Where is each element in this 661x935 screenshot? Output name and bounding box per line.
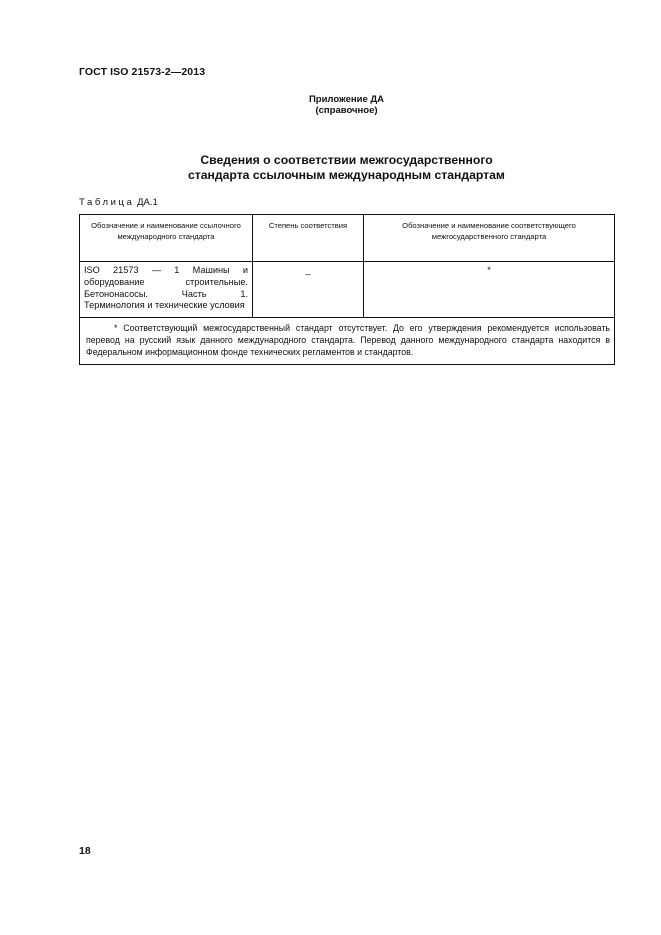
cell-reference-standard: ISO 21573 — 1 Машины и оборудование строительные. Бетононасосы. Часть 1. Терминология и технические условия bbox=[80, 262, 253, 318]
appendix-kind: (справочное) bbox=[315, 105, 378, 116]
table-caption-number: ДА.1 bbox=[137, 197, 158, 208]
section-title-line-1: Сведения о соответствии межгосударственного bbox=[200, 153, 493, 167]
appendix-heading bbox=[0, 94, 661, 116]
section-title-line-2: стандарта ссылочным международным стандартам bbox=[188, 168, 505, 182]
page-number: 18 bbox=[79, 845, 91, 857]
cell-interstate-standard: * bbox=[364, 262, 615, 318]
cell-degree: _ bbox=[253, 262, 364, 318]
table-caption-label: Таблица bbox=[79, 197, 135, 208]
table-row bbox=[80, 262, 615, 318]
column-header-degree: Степень соответствия bbox=[253, 215, 364, 262]
table-footnote: * Соответствующий межгосударственный стандарт отсутствует. До его утверждения рекомендуется использовать перевод на русский язык данного международного стандарта. Перевод данного международного стандарта находится в Федеральном информационном фонде технических регламентов и стандартов. bbox=[80, 318, 615, 365]
appendix-title: Приложение ДА bbox=[308, 94, 385, 105]
table-footnote-row bbox=[80, 318, 615, 365]
table-header-row bbox=[80, 215, 615, 262]
column-header-reference: Обозначение и наименование ссылочного международного стандарта bbox=[80, 215, 253, 262]
document-designation: ГОСТ ISO 21573-2—2013 bbox=[79, 66, 206, 78]
column-header-interstate: Обозначение и наименование соответствующего межгосударственного стандарта bbox=[364, 215, 615, 262]
table-caption bbox=[79, 197, 158, 208]
section-title bbox=[0, 153, 661, 183]
correspondence-table bbox=[79, 214, 615, 365]
